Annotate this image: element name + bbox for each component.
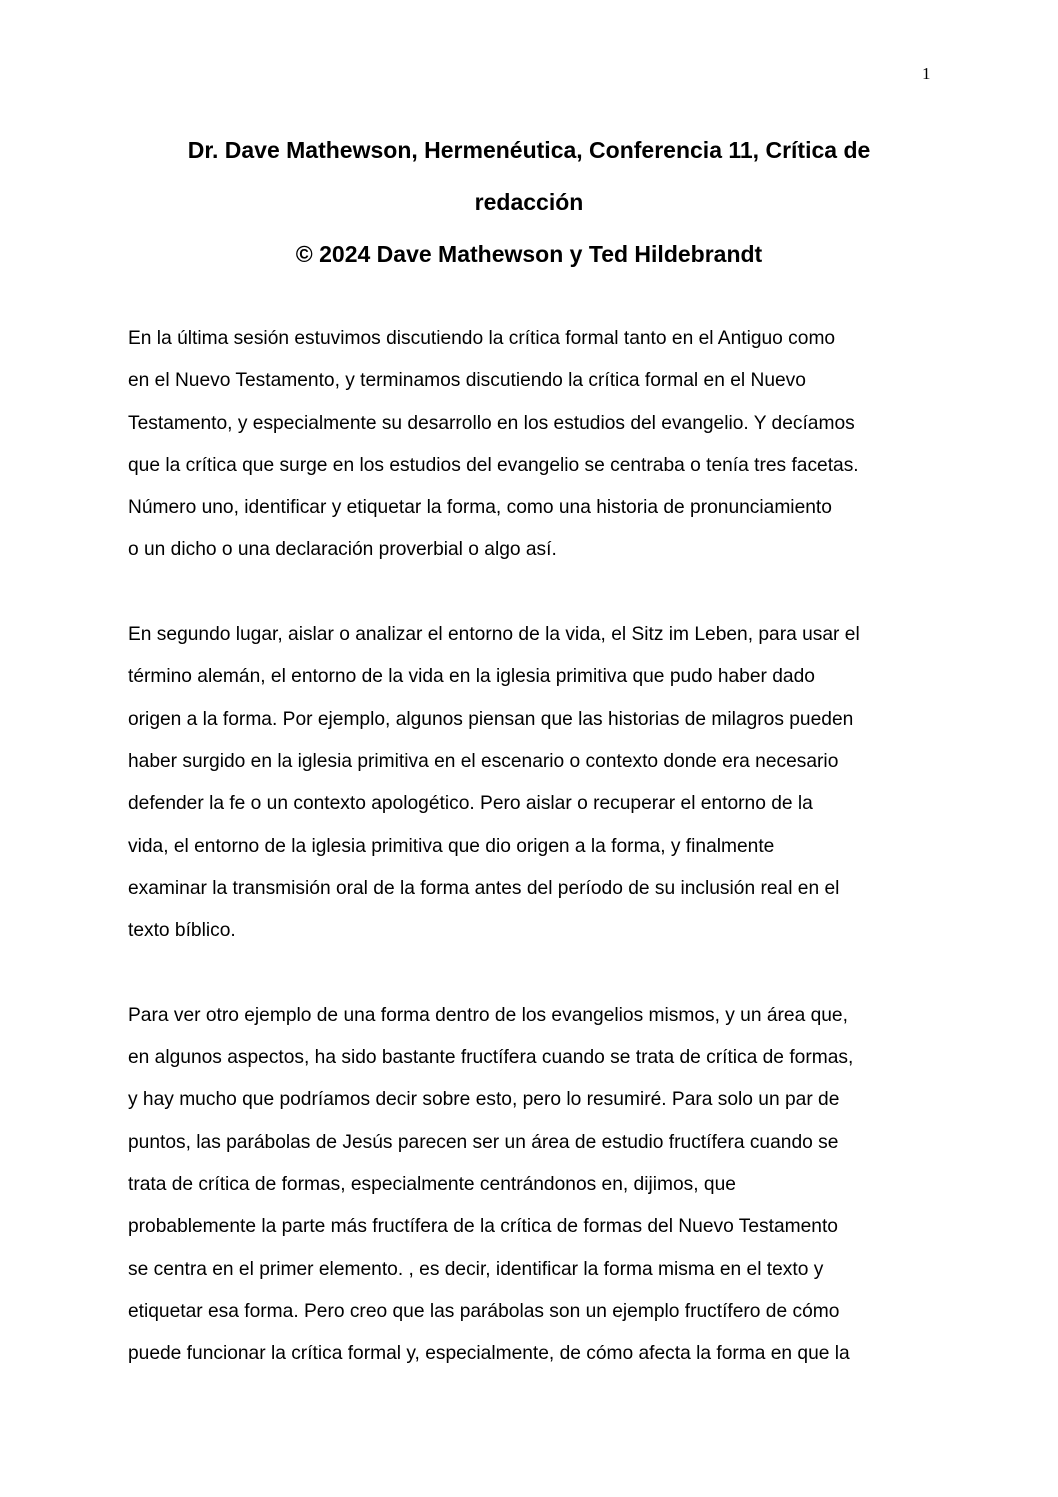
text-line: etiquetar esa forma. Pero creo que las parábolas son un ejemplo fructífero de cómo: [128, 1300, 840, 1322]
text-line: y hay mucho que podríamos decir sobre esto, pero lo resumiré. Para solo un par de: [128, 1089, 840, 1111]
paragraph-3: [128, 995, 930, 1376]
text-line: defender la fe o un contexto apologético. Pero aislar o recuperar el entorno de la: [128, 793, 813, 815]
text-line: término alemán, el entorno de la vida en la iglesia primitiva que pudo haber dado: [128, 666, 815, 688]
text-line: puede funcionar la crítica formal y, especialmente, de cómo afecta la forma en que la: [128, 1343, 850, 1365]
text-line: Número uno, identificar y etiquetar la forma, como una historia de pronunciamiento: [128, 497, 832, 519]
text-line: trata de crítica de formas, especialmente centrándonos en, dijimos, que: [128, 1173, 736, 1195]
text-line: Testamento, y especialmente su desarrollo en los estudios del evangelio. Y decíamos: [128, 412, 855, 434]
text-line: texto bíblico.: [128, 920, 236, 942]
title-line-2: redacción: [474, 189, 584, 215]
text-line: vida, el entorno de la iglesia primitiva que dio origen a la forma, y finalmente: [128, 835, 775, 857]
text-line: o un dicho o una declaración proverbial o algo así.: [128, 539, 557, 561]
page-number: 1: [922, 64, 931, 83]
paragraph-2: [128, 614, 930, 952]
document-body: [128, 318, 930, 1418]
copyright-line: © 2024 Dave Mathewson y Ted Hildebrandt: [295, 241, 763, 267]
text-line: En segundo lugar, aislar o analizar el entorno de la vida, el Sitz im Leben, para usar el: [128, 624, 860, 646]
text-line: origen a la forma. Por ejemplo, algunos piensan que las historias de milagros pueden: [128, 708, 854, 730]
text-line: puntos, las parábolas de Jesús parecen ser un área de estudio fructífera cuando se: [128, 1131, 839, 1153]
text-line: en el Nuevo Testamento, y terminamos discutiendo la crítica formal en el Nuevo: [128, 370, 806, 392]
text-line: Para ver otro ejemplo de una forma dentro de los evangelios mismos, y un área que,: [128, 1004, 848, 1026]
text-line: examinar la transmisión oral de la forma antes del período de su inclusión real en el: [128, 877, 840, 899]
text-line: que la crítica que surge en los estudios del evangelio se centraba o tenía tres facetas.: [128, 454, 859, 476]
paragraph-1: [128, 318, 930, 572]
text-line: probablemente la parte más fructífera de la crítica de formas del Nuevo Testamento: [128, 1216, 838, 1238]
text-line: En la última sesión estuvimos discutiendo la crítica formal tanto en el Antiguo como: [128, 328, 836, 349]
text-line: haber surgido en la iglesia primitiva en el escenario o contexto donde era necesario: [128, 750, 839, 772]
text-line: en algunos aspectos, ha sido bastante fructífera cuando se trata de crítica de formas,: [128, 1047, 854, 1069]
text-line: se centra en el primer elemento. , es decir, identificar la forma misma en el texto y: [128, 1258, 824, 1280]
document-title: [128, 124, 930, 280]
title-line-1: Dr. Dave Mathewson, Hermenéutica, Conferencia 11, Crítica de: [187, 137, 871, 163]
